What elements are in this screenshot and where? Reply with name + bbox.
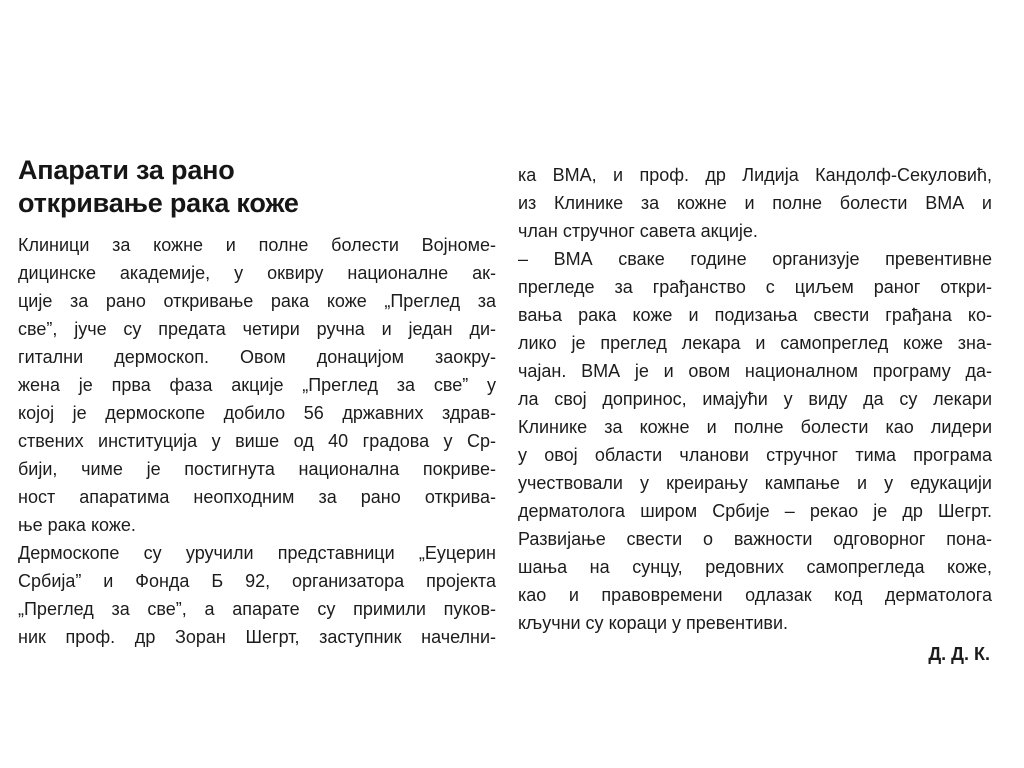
article-text-line: као и правовремени одлазак код дерматолога (518, 585, 992, 605)
article-text-line: чајан. ВМА је и овом националном програму да- (518, 361, 992, 381)
headline-line: откривање рака коже (18, 188, 299, 218)
news-article (18, 154, 992, 664)
article-column-left (18, 154, 496, 651)
article-text-line: из Клинике за кожне и полне болести ВМА и (518, 193, 992, 213)
article-body-right (518, 161, 992, 637)
article-text-line: ла свој допринос, имајући у виду да су лекари (518, 389, 992, 409)
article-text-line: кључни су кораци у превентиви. (518, 613, 789, 633)
article-text-line: којој је дермоскопе добило 56 државних здрав- (18, 403, 496, 423)
article-text-line: дерматолога широм Србије – рекао је др Шегрт. (518, 501, 992, 521)
article-text-line: члан стручног савета акције. (518, 221, 758, 241)
article-text-line: све”, јуче су предата четири ручна и један ди- (18, 319, 496, 339)
article-text-line: Клинике за кожне и полне болести као лидери (518, 417, 992, 437)
article-text-line: ка ВМА, и проф. др Лидија Кандолф-Секуловић, (518, 165, 992, 185)
article-text-line: Развијање свести о важности одговорног пона- (518, 529, 992, 549)
article-text-line: ње рака коже. (18, 515, 136, 535)
article-body-left (18, 231, 496, 651)
headline-line: Апарати за рано (18, 155, 235, 185)
article-text-line: ције за рано откривање рака коже „Преглед за (18, 291, 496, 311)
article-text-line: – ВМА сваке године организује превентивне (518, 249, 992, 269)
article-text-line: ствених институција у више од 40 градова у Ср- (18, 431, 496, 451)
article-text-line: Клиници за кожне и полне болести Војноме- (18, 235, 496, 255)
article-text-line: ност апаратима неопходним за рано открива- (18, 487, 496, 507)
article-text-line: Дермоскопе су уручили представници „Еуцерин (18, 543, 496, 563)
article-text-line: шања на сунцу, редовних самопрегледа коже, (518, 557, 992, 577)
article-text-line: жена је прва фаза акције „Преглед за све” у (18, 375, 496, 395)
article-text-line: учествовали у креирању кампање и у едукацији (518, 473, 992, 493)
author-signature: Д. Д. К. (928, 644, 990, 664)
article-column-right (518, 154, 992, 668)
article-text-line: у овој области чланови стручног тима програма (518, 445, 992, 465)
article-text-line: дицинске академије, у оквиру националне ак- (18, 263, 496, 283)
article-text-line: Србија” и Фонда Б 92, организатора пројекта (18, 571, 496, 591)
article-headline (18, 154, 496, 220)
article-text-line: вања рака коже и подизања свести грађана ко- (518, 305, 992, 325)
article-text-line: гитални дермоскоп. Овом донацијом заокру- (18, 347, 496, 367)
article-text-line: „Преглед за све”, а апарате су примили пуков- (18, 599, 496, 619)
article-text-line: прегледе за грађанство с циљем раног откри- (518, 277, 992, 297)
article-text-line: бији, чиме је постигнута национална покриве- (18, 459, 496, 479)
article-text-line: ник проф. др Зоран Шегрт, заступник начелни- (18, 627, 496, 647)
article-text-line: лико је преглед лекара и самопреглед коже зна- (518, 333, 992, 353)
